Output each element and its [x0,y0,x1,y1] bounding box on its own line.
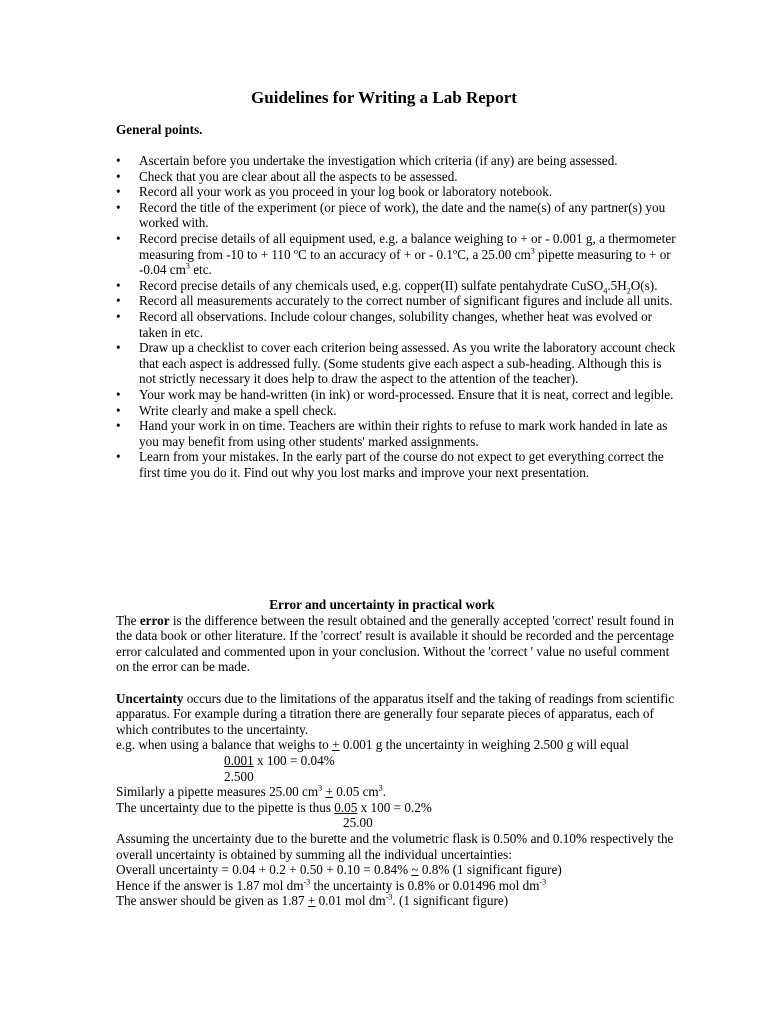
list-item: • Check that you are clear about all the aspects to be assessed. [116,169,676,185]
error-uncertainty-heading: Error and uncertainty in practical work [269,597,495,612]
answer-line: The answer should be given as 1.87 + 0.01 mol $dm^{-3}$. (1 significant figure) [116,892,509,909]
uncertainty-paragraph: Uncertainty occurs due to the limitations of the apparatus itself and the taking of readings from scientific apparatus. For example during a titration there are generally four separate pieces of apparatus, each of which contributes to the uncertainty. [116,690,675,737]
error-uncertainty-section [116,597,676,909]
balance-example: e.g. when using a balance that weighs to + 0.001 g the uncertainty in weighing 2.500 g will equal [116,737,629,753]
list-item: • Draw up a checklist to cover each criterion being assessed. As you write the laboratory account check that each aspect is addressed fully. (Some students give each aspect a sub-heading. Although this is not strictly necessary it does help to draw the aspect to the attention of the teacher). [116,340,676,387]
error-paragraph: The error is the difference between the result obtained and the generally accepted 'correct' result found in the data book or other literature. If the 'correct' result is available it should be recorded and the percentage error calculated and commented upon in your conclusion. Without the 'correct ' value no useful comment on the error can be made. [116,612,675,675]
list-item: • Write clearly and make a spell check. [116,403,676,419]
list-item: • Learn from your mistakes. In the early part of the course do not expect to get everything correct the first time you do it. Find out why you lost marks and improve your next presentation. [116,449,676,480]
list-item: • Record all measurements accurately to the correct number of significant figures and include all units. [116,293,676,309]
list-item: • Record all observations. Include colour changes, solubility changes, whether heat was evolved or taken in etc. [116,309,676,340]
general-points-heading: General points. [116,122,203,137]
list-item: • Record the title of the experiment (or piece of work), the date and the name(s) of any partner(s) you worked with. [116,200,676,231]
list-item: • Your work may be hand-written (in ink) or word-processed. Ensure that it is neat, correct and legible. [116,387,676,403]
list-item: • Record all your work as you proceed in your log book or laboratory notebook. [116,184,676,200]
general-points-list [116,153,676,480]
pipette-uncertainty-line: The uncertainty due to the pipette is thus 0.05 x 100 = 0.2% [116,799,432,815]
pipette-line: Similarly a pipette measures 25.00 $cm^3 + 0.05$ $cm^3$. [116,783,386,800]
balance-fraction: 0.001 x 100 = 0.04% 2.500 [224,752,335,784]
page-title: Guidelines for Writing a Lab Report [251,88,517,107]
list-item: • Record precise details of any chemicals used, e.g. copper(II) sulfate pentahydrate $CuSO_4.5H_2O(s)$. [116,278,676,294]
hence-line: Hence if the answer is 1.87 mol $dm^{-3}$ the uncertainty is 0.8% or 0.01496 mol $dm^{-3}$ [116,877,547,893]
list-item: • Hand your work in on time. Teachers are within their rights to refuse to mark work handed in late as you may benefit from using other students' marked assignments. [116,418,676,449]
list-item: • Ascertain before you undertake the investigation which criteria (if any) are being assessed. [116,153,676,169]
pipette-denominator: 25.00 [343,815,373,831]
assumption-paragraph: Assuming the uncertainty due to the burette and the volumetric flask is 0.50% and 0.10% respectively the overall uncertainty is obtained by summing all the individual uncertainties: [116,830,674,862]
list-item: • Record precise details of all equipment used, e.g. a balance weighing to + or - 0.001 g, a thermometer measuring from -10 to + 110 ºC to an accuracy of + or - 0.1ºC, a 25.00 $cm^3$ pipette measuring to + or -0.04 $cm^3$ etc. [116,231,676,278]
overall-uncertainty-line: Overall uncertainty = 0.04 + 0.2 + 0.50 + 0.10 = 0.84% ~ 0.8% (1 significant figure) [116,862,562,878]
